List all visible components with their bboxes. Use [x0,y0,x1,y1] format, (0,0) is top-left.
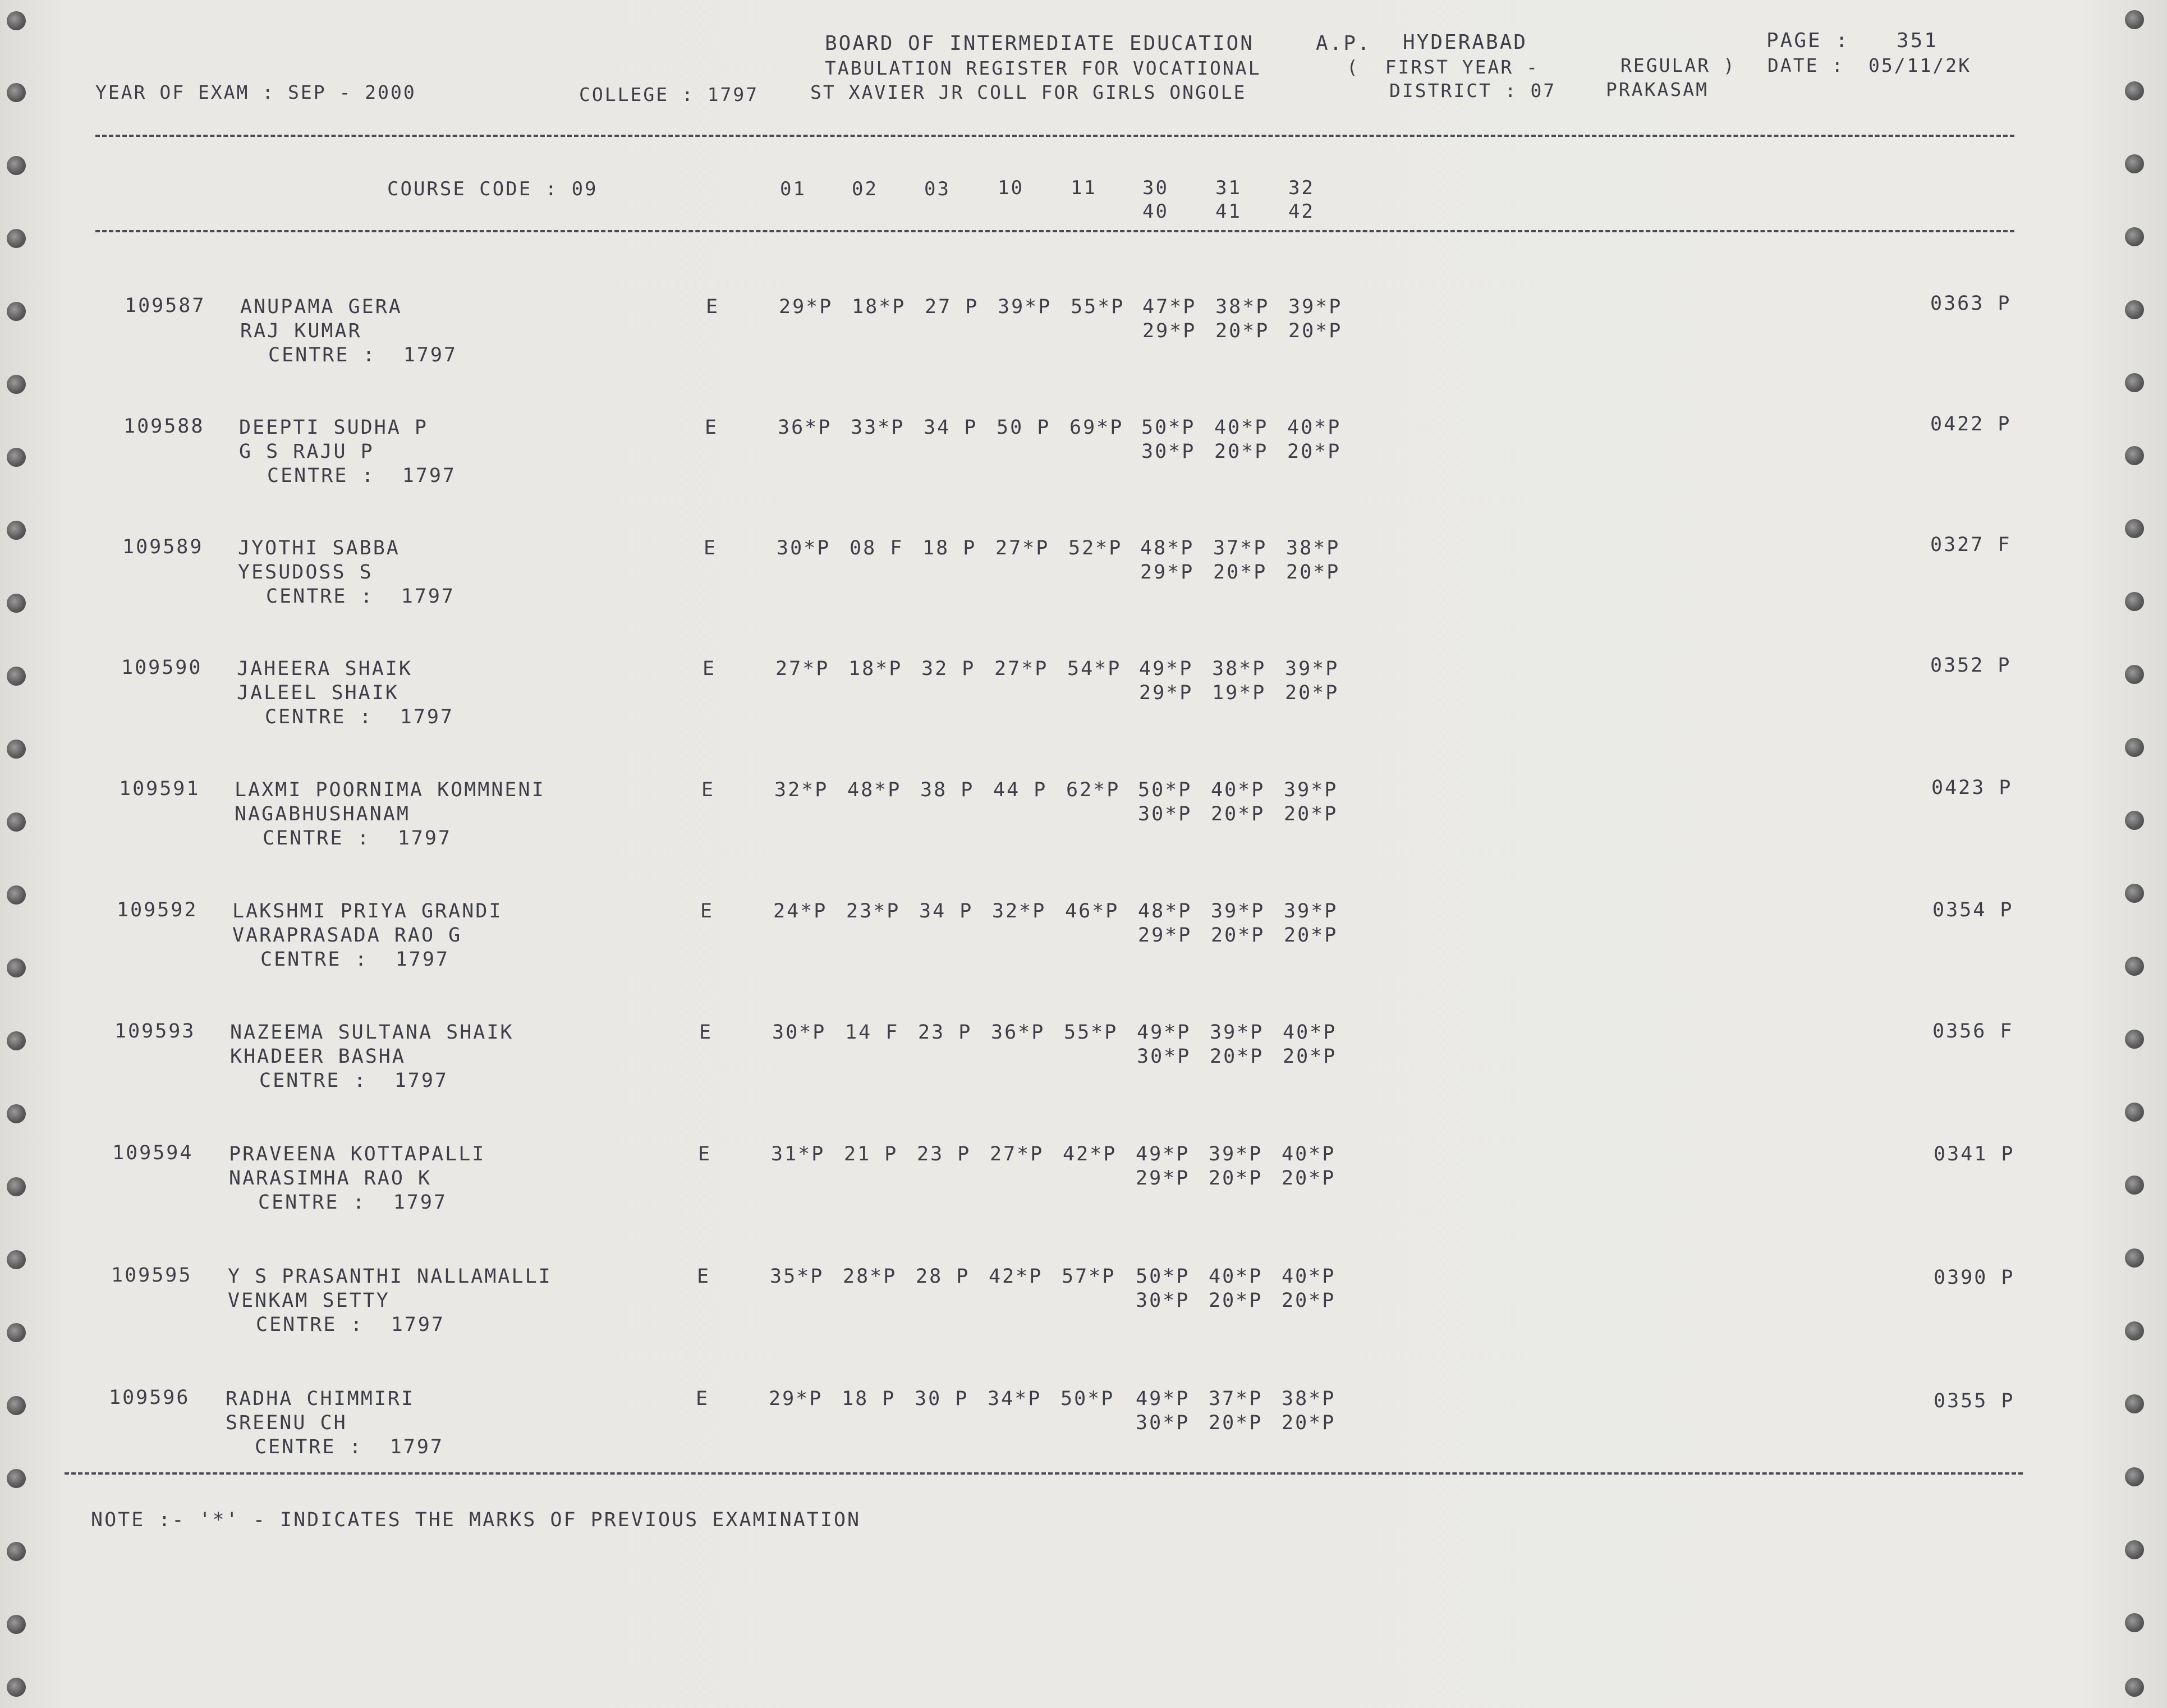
medium: E [701,779,715,801]
student-name: NAZEEMA SULTANA SHAIK [230,1021,514,1044]
mark: 39*P [1211,900,1265,922]
mark: 20*P [1210,1045,1264,1068]
mark: 42*P [989,1265,1043,1288]
total-result: 0354 P [1932,899,2014,921]
mark: 69*P [1069,416,1124,439]
medium: E [697,1265,711,1288]
mark: 33*P [851,416,905,439]
medium: E [698,1143,712,1165]
course-code: COURSE CODE : 09 [387,178,598,200]
parent-name: G S RAJU P [239,440,374,463]
mark: 18 P [922,537,977,559]
mark: 44 P [993,779,1048,801]
mark: 20*P [1287,440,1342,463]
mark: 24*P [773,900,828,922]
parent-name: KHADEER BASHA [230,1045,406,1068]
student-name: ANUPAMA GERA [240,296,402,318]
mark: 18*P [852,296,906,318]
mark: 20*P [1213,561,1268,584]
page-label: PAGE : [1766,29,1850,52]
mark: 18*P [848,658,903,680]
mark: 50*P [1141,416,1196,439]
mark: 40*P [1283,1021,1337,1044]
mark: 20*P [1209,1412,1263,1434]
mark: 40*P [1287,416,1342,439]
district-code: DISTRICT : 07 [1389,80,1557,102]
hall-ticket-number: 109588 [123,415,205,438]
mark: 20*P [1215,320,1270,342]
mark: 23 P [917,1143,971,1165]
college-code: COLLEGE : 1797 [579,84,759,105]
mark: 20*P [1286,561,1340,584]
mark: 50*P [1138,779,1192,801]
centre: CENTRE : 1797 [256,1314,446,1336]
hall-ticket-number: 109595 [111,1264,192,1287]
mark: 27*P [995,537,1050,559]
student-name: JAHEERA SHAIK [237,658,412,680]
hall-ticket-number: 109592 [117,899,198,921]
hall-ticket-number: 109596 [109,1386,190,1409]
mark: 29*P [779,296,833,318]
mark: 48*P [847,779,902,801]
centre: CENTRE : 1797 [266,585,456,608]
medium: E [699,1021,713,1044]
medium: E [706,296,720,318]
mark: 48*P [1138,900,1192,922]
mark: 50*P [1136,1265,1190,1288]
mark: 49*P [1136,1143,1190,1165]
mark: 36*P [991,1021,1045,1044]
hall-ticket-number: 109590 [121,656,203,679]
total-result: 0363 P [1930,292,2012,315]
total-result: 0422 P [1930,413,2012,435]
medium: E [703,658,717,680]
college-name: ST XAVIER JR COLL FOR GIRLS ONGOLE [810,81,1247,103]
mark: 28 P [916,1265,970,1288]
punch-hole [7,1678,26,1697]
mark: 38*P [1212,658,1266,680]
mark: 20*P [1282,1167,1336,1190]
punch-hole [2125,81,2144,100]
mark: 54*P [1067,658,1122,680]
column-code: 32 [1288,177,1315,199]
mark: 52*P [1068,537,1123,559]
centre: CENTRE : 1797 [263,827,452,850]
mark: 20*P [1285,682,1339,704]
mark: 38*P [1282,1388,1336,1410]
column-code: 31 [1215,177,1242,199]
centre: CENTRE : 1797 [259,1069,449,1092]
mark: 46*P [1065,900,1119,922]
student-record [0,292,2167,414]
mark: 32*P [774,779,829,801]
centre: CENTRE : 1797 [267,465,457,487]
mark: 39*P [1284,900,1338,922]
student-name: RADHA CHIMMIRI [226,1388,415,1410]
punch-hole [2125,1613,2144,1632]
mark: 30*P [1138,803,1192,825]
mark: 35*P [770,1265,824,1288]
column-code: 42 [1288,200,1315,223]
punch-hole [2125,227,2144,246]
parent-name: YESUDOSS S [238,561,373,584]
regular-label: REGULAR ) [1620,54,1736,76]
mark: 36*P [778,416,832,439]
mark: 34 P [919,900,974,922]
mark: 18 P [842,1388,896,1410]
mark: 49*P [1139,658,1193,680]
mark: 30*P [1137,1045,1191,1068]
mark: 29*P [1136,1167,1190,1190]
mark: 62*P [1066,779,1121,801]
punch-hole [7,83,26,102]
column-code: 02 [852,178,878,200]
mark: 20*P [1283,1045,1337,1068]
parent-name: VARAPRASADA RAO G [232,924,462,947]
mark: 30 P [915,1388,969,1410]
punch-hole [7,156,26,175]
mark: 55*P [1071,296,1125,318]
mark: 40*P [1282,1265,1336,1288]
medium: E [696,1388,710,1410]
board-title: BOARD OF INTERMEDIATE EDUCATION [825,32,1254,55]
mark: 37*P [1213,537,1268,559]
mark: 42*P [1063,1143,1117,1165]
punch-hole [2125,154,2144,173]
mark: 50 P [997,416,1051,439]
mark: 20*P [1288,320,1343,342]
mark: 49*P [1136,1388,1190,1410]
medium: E [700,900,714,922]
student-name: JYOTHI SABBA [238,537,400,559]
mark: 29*P [1140,561,1195,584]
mark: 55*P [1064,1021,1118,1044]
punch-hole [7,229,26,248]
state-label: A.P. [1316,32,1371,55]
student-name: Y S PRASANTHI NALLAMALLI [228,1265,552,1288]
mark: 27 P [925,296,979,318]
mark: 39*P [1288,296,1343,318]
mark: 20*P [1211,803,1265,825]
mark: 49*P [1137,1021,1191,1044]
mark: 29*P [1142,320,1197,342]
student-name: LAKSHMI PRIYA GRANDI [232,900,503,922]
mark: 38*P [1215,296,1270,318]
mark: 20*P [1211,924,1265,947]
mark: 29*P [1139,682,1193,704]
mark: 28*P [843,1265,897,1288]
hall-ticket-number: 109587 [125,295,206,317]
mark: 40*P [1209,1265,1263,1288]
city-label: HYDERABAD [1403,31,1528,54]
punch-hole [2125,1678,2144,1697]
mark: 30*P [1136,1289,1190,1312]
student-record [0,1266,2167,1384]
page-number: 351 [1897,29,1939,52]
mark: 37*P [1209,1388,1263,1410]
mark: 34*P [988,1388,1042,1410]
student-record [0,1388,2167,1506]
centre: CENTRE : 1797 [265,706,454,728]
district-name: PRAKASAM [1606,79,1709,100]
hall-ticket-number: 109594 [112,1142,194,1164]
mark: 39*P [998,296,1052,318]
mark: 20*P [1209,1167,1263,1190]
mark: 57*P [1062,1265,1116,1288]
parent-name: SREENU CH [226,1412,347,1434]
column-code: 40 [1142,200,1169,223]
mark: 40*P [1211,779,1265,801]
dashed-divider [95,135,2014,137]
total-result: 0352 P [1930,654,2012,677]
student-record [0,654,2167,776]
mark: 30*P [1141,440,1196,463]
mark: 32*P [992,900,1046,922]
mark: 30*P [777,537,831,559]
mark: 34 P [924,416,978,439]
mark: 50*P [1060,1388,1115,1410]
total-result: 0341 P [1934,1143,2015,1165]
mark: 20*P [1282,1412,1336,1434]
year-type: ( FIRST YEAR - [1347,56,1540,78]
medium: E [704,537,718,559]
mark: 20*P [1284,803,1338,825]
student-name: PRAVEENA KOTTAPALLI [229,1143,486,1165]
mark: 39*P [1284,779,1338,801]
student-name: DEEPTI SUDHA P [239,416,429,439]
mark: 31*P [771,1143,825,1165]
column-code: 30 [1142,177,1169,199]
student-record [0,413,2167,535]
student-name: LAXMI POORNIMA KOMMNENI [235,779,545,801]
mark: 30*P [1136,1412,1190,1434]
year-of-exam: YEAR OF EXAM : SEP - 2000 [95,81,416,103]
column-code: 03 [924,178,951,200]
parent-name: NARASIMHA RAO K [229,1167,432,1190]
mark: 23 P [918,1021,972,1044]
mark: 39*P [1210,1021,1264,1044]
date-label: DATE : [1767,54,1845,76]
dashed-divider [65,1472,2023,1475]
centre: CENTRE : 1797 [255,1436,444,1458]
mark: 39*P [1209,1143,1263,1165]
mark: 27*P [990,1143,1044,1165]
student-record [0,901,2167,1018]
punch-hole [2125,10,2144,29]
footnote: NOTE :- '*' - INDICATES THE MARKS OF PREVIOUS EXAMINATION [91,1509,861,1531]
parent-name: JALEEL SHAIK [237,682,399,704]
total-result: 0355 P [1934,1390,2015,1412]
mark: 40*P [1282,1143,1336,1165]
mark: 21 P [844,1143,898,1165]
mark: 38*P [1286,537,1340,559]
mark: 20*P [1282,1289,1336,1312]
centre: CENTRE : 1797 [268,344,458,366]
mark: 20*P [1284,924,1338,947]
mark: 40*P [1214,416,1269,439]
hall-ticket-number: 109591 [119,778,200,800]
hall-ticket-number: 109593 [114,1020,196,1043]
mark: 29*P [1138,924,1192,947]
centre: CENTRE : 1797 [258,1191,448,1214]
mark: 20*P [1214,440,1269,463]
column-code: 41 [1215,200,1242,223]
mark: 27*P [994,658,1049,680]
parent-name: VENKAM SETTY [228,1289,390,1312]
dashed-divider [95,230,2014,232]
hall-ticket-number: 109589 [122,536,204,558]
mark: 27*P [775,658,830,680]
mark: 32 P [921,658,976,680]
date-value: 05/11/2K [1868,54,1971,76]
student-record [0,534,2167,655]
mark: 19*P [1212,682,1266,704]
parent-name: RAJ KUMAR [240,320,362,342]
register-title: TABULATION REGISTER FOR VOCATIONAL [825,57,1261,79]
column-code: 01 [780,178,806,200]
total-result: 0390 P [1934,1266,2015,1289]
punch-hole [7,11,26,30]
mark: 30*P [772,1021,827,1044]
punch-hole [2125,1540,2144,1559]
student-record [0,1144,2167,1261]
medium: E [705,416,719,439]
column-code: 11 [1071,177,1097,199]
mark: 38 P [920,779,975,801]
punch-hole [7,1542,26,1561]
total-result: 0423 P [1931,777,2013,799]
mark: 20*P [1209,1289,1263,1312]
total-result: 0356 F [1932,1020,2014,1043]
mark: 39*P [1285,658,1339,680]
student-record [0,779,2167,897]
mark: 29*P [769,1388,823,1410]
parent-name: NAGABHUSHANAM [235,803,410,825]
column-code: 10 [998,177,1024,199]
mark: 48*P [1140,537,1195,559]
student-record [0,1022,2167,1140]
mark: 47*P [1142,296,1197,318]
mark: 23*P [846,900,901,922]
centre: CENTRE : 1797 [260,948,450,971]
punch-hole [7,1615,26,1634]
mark: 14 F [845,1021,899,1044]
total-result: 0327 F [1930,534,2012,556]
mark: 08 F [850,537,904,559]
